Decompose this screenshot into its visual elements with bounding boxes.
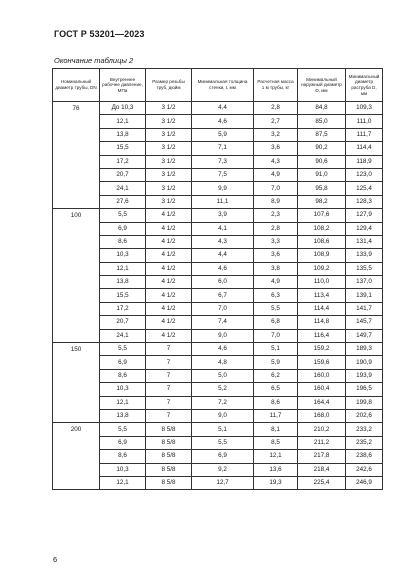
table-cell: 199,8 xyxy=(346,396,383,409)
table-cell: 12,1 xyxy=(100,396,146,409)
table-cell: 8,6 xyxy=(100,235,146,248)
table-row xyxy=(53,102,383,115)
table-cell: 4 1/2 xyxy=(146,249,192,262)
table-cell: 5,9 xyxy=(254,356,298,369)
table-cell: 135,5 xyxy=(346,262,383,275)
table-cell: 3,6 xyxy=(254,249,298,262)
table-cell: 2,7 xyxy=(254,115,298,128)
table-row xyxy=(53,262,383,275)
table-row xyxy=(53,409,383,422)
table-cell: 7,2 xyxy=(192,396,254,409)
table-cell: 4 1/2 xyxy=(146,276,192,289)
table-cell: 7 xyxy=(146,396,192,409)
column-header: Минимальный диаметр раструба D, мм xyxy=(346,69,383,102)
nominal-diameter-cell: 100 xyxy=(53,209,100,343)
table-cell: 2,8 xyxy=(254,222,298,235)
table-cell: 10,3 xyxy=(100,383,146,396)
table-cell: 108,6 xyxy=(298,235,346,248)
table-cell: 13,8 xyxy=(100,128,146,141)
table-cell: 6,9 xyxy=(100,356,146,369)
table-cell: 8,5 xyxy=(254,436,298,449)
table-caption: Окончание таблицы 2 xyxy=(54,56,134,65)
column-header: Номинальный диаметр трубы, DN xyxy=(53,69,100,102)
table-cell: 4 1/2 xyxy=(146,262,192,275)
column-header: Размер резьбы труб, дюйм xyxy=(146,69,192,102)
table-cell: 111,0 xyxy=(346,115,383,128)
table-cell: 225,4 xyxy=(298,476,346,489)
table-cell: До 10,3 xyxy=(100,102,146,115)
table-cell: 24,1 xyxy=(100,182,146,195)
table-cell: 3 1/2 xyxy=(146,155,192,168)
nominal-diameter-cell: 76 xyxy=(53,102,100,209)
table-cell: 10,3 xyxy=(100,249,146,262)
table-cell: 12,1 xyxy=(100,115,146,128)
table-cell: 246,9 xyxy=(346,476,383,489)
table-cell: 218,4 xyxy=(298,463,346,476)
table-cell: 109,2 xyxy=(298,262,346,275)
table-cell: 4,1 xyxy=(192,222,254,235)
table-cell: 190,9 xyxy=(346,356,383,369)
table-cell: 108,2 xyxy=(298,222,346,235)
table-cell: 6,8 xyxy=(254,316,298,329)
table-cell: 8 5/8 xyxy=(146,436,192,449)
table-cell: 11,7 xyxy=(254,409,298,422)
table-cell: 9,0 xyxy=(192,409,254,422)
table-cell: 7 xyxy=(146,356,192,369)
table-row xyxy=(53,356,383,369)
table-cell: 5,1 xyxy=(192,423,254,436)
table-cell: 10,3 xyxy=(100,463,146,476)
table-row xyxy=(53,450,383,463)
table-row xyxy=(53,302,383,315)
table-row xyxy=(53,249,383,262)
table-cell: 3 1/2 xyxy=(146,142,192,155)
table-cell: 5,9 xyxy=(192,128,254,141)
table-cell: 5,5 xyxy=(254,302,298,315)
table-cell: 108,9 xyxy=(298,249,346,262)
table-cell: 4,8 xyxy=(192,356,254,369)
table-cell: 8,6 xyxy=(100,369,146,382)
table-cell: 12,1 xyxy=(100,476,146,489)
table-row xyxy=(53,222,383,235)
table-cell: 4 1/2 xyxy=(146,289,192,302)
table-cell: 129,4 xyxy=(346,222,383,235)
table-cell: 4 1/2 xyxy=(146,235,192,248)
table-cell: 5,2 xyxy=(192,383,254,396)
table-cell: 98,2 xyxy=(298,195,346,208)
nominal-diameter-cell: 150 xyxy=(53,343,100,423)
table-cell: 242,6 xyxy=(346,463,383,476)
table-cell: 127,9 xyxy=(346,209,383,222)
table-cell: 17,2 xyxy=(100,302,146,315)
table-cell: 15,5 xyxy=(100,289,146,302)
table-cell: 87,5 xyxy=(298,128,346,141)
table-cell: 202,6 xyxy=(346,409,383,422)
table-cell: 4 1/2 xyxy=(146,316,192,329)
table-row xyxy=(53,423,383,436)
table-cell: 233,2 xyxy=(346,423,383,436)
table-row xyxy=(53,383,383,396)
table-cell: 95,8 xyxy=(298,182,346,195)
table-cell: 15,5 xyxy=(100,142,146,155)
column-header: Минимальная толщина стенки, t, мм xyxy=(192,69,254,102)
table-row xyxy=(53,343,383,356)
table-cell: 3,8 xyxy=(254,262,298,275)
table-cell: 13,8 xyxy=(100,409,146,422)
table-cell: 145,7 xyxy=(346,316,383,329)
table-cell: 160,0 xyxy=(298,369,346,382)
table-cell: 107,6 xyxy=(298,209,346,222)
table-cell: 3 1/2 xyxy=(146,102,192,115)
column-header: Расчетная масса 1 м трубы, кг xyxy=(254,69,298,102)
table-row xyxy=(53,436,383,449)
table-cell: 235,2 xyxy=(346,436,383,449)
table-cell: 9,9 xyxy=(192,182,254,195)
table-cell: 4 1/2 xyxy=(146,302,192,315)
table-cell: 8 5/8 xyxy=(146,463,192,476)
table-cell: 2,3 xyxy=(254,209,298,222)
table-cell: 20,7 xyxy=(100,316,146,329)
table-cell: 210,2 xyxy=(298,423,346,436)
table-row xyxy=(53,155,383,168)
table-cell: 7,0 xyxy=(254,329,298,342)
table-cell: 114,4 xyxy=(346,142,383,155)
table-row xyxy=(53,369,383,382)
table-cell: 211,2 xyxy=(298,436,346,449)
table-cell: 2,8 xyxy=(254,102,298,115)
table-cell: 139,1 xyxy=(346,289,383,302)
table-cell: 113,4 xyxy=(298,289,346,302)
table-cell: 8,9 xyxy=(254,195,298,208)
table-cell: 7 xyxy=(146,369,192,382)
table-row xyxy=(53,463,383,476)
page-number: 6 xyxy=(53,555,58,564)
table-cell: 24,1 xyxy=(100,329,146,342)
table-cell: 8,1 xyxy=(254,423,298,436)
table-cell: 5,5 xyxy=(100,209,146,222)
table-cell: 8 5/8 xyxy=(146,423,192,436)
table-cell: 6,9 xyxy=(100,222,146,235)
table-cell: 8,6 xyxy=(100,450,146,463)
table-row xyxy=(53,396,383,409)
table-cell: 5,0 xyxy=(192,369,254,382)
table-cell: 3,3 xyxy=(254,235,298,248)
table-cell: 141,7 xyxy=(346,302,383,315)
table-cell: 4,3 xyxy=(254,155,298,168)
table-cell: 133,9 xyxy=(346,249,383,262)
table-cell: 5,1 xyxy=(254,343,298,356)
table-cell: 6,2 xyxy=(254,369,298,382)
table-cell: 8 5/8 xyxy=(146,476,192,489)
table-row xyxy=(53,316,383,329)
table-row xyxy=(53,289,383,302)
table-row xyxy=(53,115,383,128)
table-cell: 6,9 xyxy=(100,436,146,449)
table-cell: 3 1/2 xyxy=(146,115,192,128)
table-row xyxy=(53,195,383,208)
table-row xyxy=(53,168,383,181)
table-cell: 7,3 xyxy=(192,155,254,168)
table-cell: 4,6 xyxy=(192,115,254,128)
table-cell: 27,6 xyxy=(100,195,146,208)
table-cell: 189,3 xyxy=(346,343,383,356)
table-cell: 238,6 xyxy=(346,450,383,463)
table-cell: 7 xyxy=(146,383,192,396)
table-cell: 3 1/2 xyxy=(146,128,192,141)
table-cell: 3 1/2 xyxy=(146,195,192,208)
table-row xyxy=(53,276,383,289)
table-cell: 12,1 xyxy=(254,450,298,463)
table-cell: 13,6 xyxy=(254,463,298,476)
table-cell: 128,3 xyxy=(346,195,383,208)
table-cell: 7,1 xyxy=(192,142,254,155)
table-cell: 159,2 xyxy=(298,343,346,356)
table-cell: 164,4 xyxy=(298,396,346,409)
table-header-row xyxy=(53,69,383,102)
table-row xyxy=(53,329,383,342)
table-cell: 4 1/2 xyxy=(146,329,192,342)
column-header: Минимальный наружный диаметр D, мм xyxy=(298,69,346,102)
table-cell: 116,4 xyxy=(298,329,346,342)
table-cell: 114,8 xyxy=(298,316,346,329)
table-row xyxy=(53,128,383,141)
table-cell: 114,4 xyxy=(298,302,346,315)
table-cell: 131,4 xyxy=(346,235,383,248)
table-cell: 9,0 xyxy=(192,329,254,342)
table-cell: 109,3 xyxy=(346,102,383,115)
table-cell: 4,6 xyxy=(192,343,254,356)
table-cell: 90,2 xyxy=(298,142,346,155)
table-row xyxy=(53,235,383,248)
table-cell: 12,7 xyxy=(192,476,254,489)
table-cell: 9,2 xyxy=(192,463,254,476)
table-cell: 3,6 xyxy=(254,142,298,155)
table-cell: 84,8 xyxy=(298,102,346,115)
table-cell: 3 1/2 xyxy=(146,168,192,181)
table-cell: 4,4 xyxy=(192,249,254,262)
table-cell: 149,7 xyxy=(346,329,383,342)
table-cell: 8,6 xyxy=(254,396,298,409)
table-cell: 4,4 xyxy=(192,102,254,115)
table-cell: 160,4 xyxy=(298,383,346,396)
table-cell: 3 1/2 xyxy=(146,182,192,195)
table-cell: 4,9 xyxy=(254,276,298,289)
table-cell: 3,2 xyxy=(254,128,298,141)
table-row xyxy=(53,209,383,222)
table-cell: 6,9 xyxy=(192,450,254,463)
table-cell: 4,9 xyxy=(254,168,298,181)
table-cell: 159,6 xyxy=(298,356,346,369)
table-row xyxy=(53,182,383,195)
table-body xyxy=(53,102,383,490)
table-cell: 20,7 xyxy=(100,168,146,181)
table-cell: 3,9 xyxy=(192,209,254,222)
table-row xyxy=(53,476,383,489)
table-cell: 196,5 xyxy=(346,383,383,396)
table-cell: 217,8 xyxy=(298,450,346,463)
table-cell: 6,5 xyxy=(254,383,298,396)
table-cell: 4 1/2 xyxy=(146,222,192,235)
table-cell: 123,0 xyxy=(346,168,383,181)
table-cell: 125,4 xyxy=(346,182,383,195)
table-cell: 6,7 xyxy=(192,289,254,302)
document-title: ГОСТ Р 53201—2023 xyxy=(54,29,145,39)
table-cell: 91,0 xyxy=(298,168,346,181)
table-cell: 7,4 xyxy=(192,316,254,329)
nominal-diameter-cell: 200 xyxy=(53,423,100,490)
table-cell: 17,2 xyxy=(100,155,146,168)
table-cell: 6,3 xyxy=(254,289,298,302)
table-cell: 7,5 xyxy=(192,168,254,181)
table-cell: 110,0 xyxy=(298,276,346,289)
table-cell: 168,0 xyxy=(298,409,346,422)
table-cell: 118,9 xyxy=(346,155,383,168)
table-cell: 8 5/8 xyxy=(146,450,192,463)
table-cell: 4 1/2 xyxy=(146,209,192,222)
table-cell: 5,5 xyxy=(192,436,254,449)
table-cell: 6,0 xyxy=(192,276,254,289)
table-cell: 4,6 xyxy=(192,262,254,275)
table-cell: 11,1 xyxy=(192,195,254,208)
table-cell: 12,1 xyxy=(100,262,146,275)
table-cell: 7,0 xyxy=(192,302,254,315)
table-cell: 111,7 xyxy=(346,128,383,141)
table-cell: 13,8 xyxy=(100,276,146,289)
table-cell: 7 xyxy=(146,343,192,356)
table-cell: 90,6 xyxy=(298,155,346,168)
column-header: Внутреннее рабочее давление, МПа xyxy=(100,69,146,102)
table-cell: 19,3 xyxy=(254,476,298,489)
table-cell: 7,0 xyxy=(254,182,298,195)
table-cell: 193,9 xyxy=(346,369,383,382)
pipe-dimensions-table xyxy=(52,68,383,490)
table-row xyxy=(53,142,383,155)
table-cell: 7 xyxy=(146,409,192,422)
table-cell: 137,0 xyxy=(346,276,383,289)
table-cell: 5,5 xyxy=(100,343,146,356)
table-cell: 4,3 xyxy=(192,235,254,248)
table-cell: 5,5 xyxy=(100,423,146,436)
table-cell: 85,0 xyxy=(298,115,346,128)
